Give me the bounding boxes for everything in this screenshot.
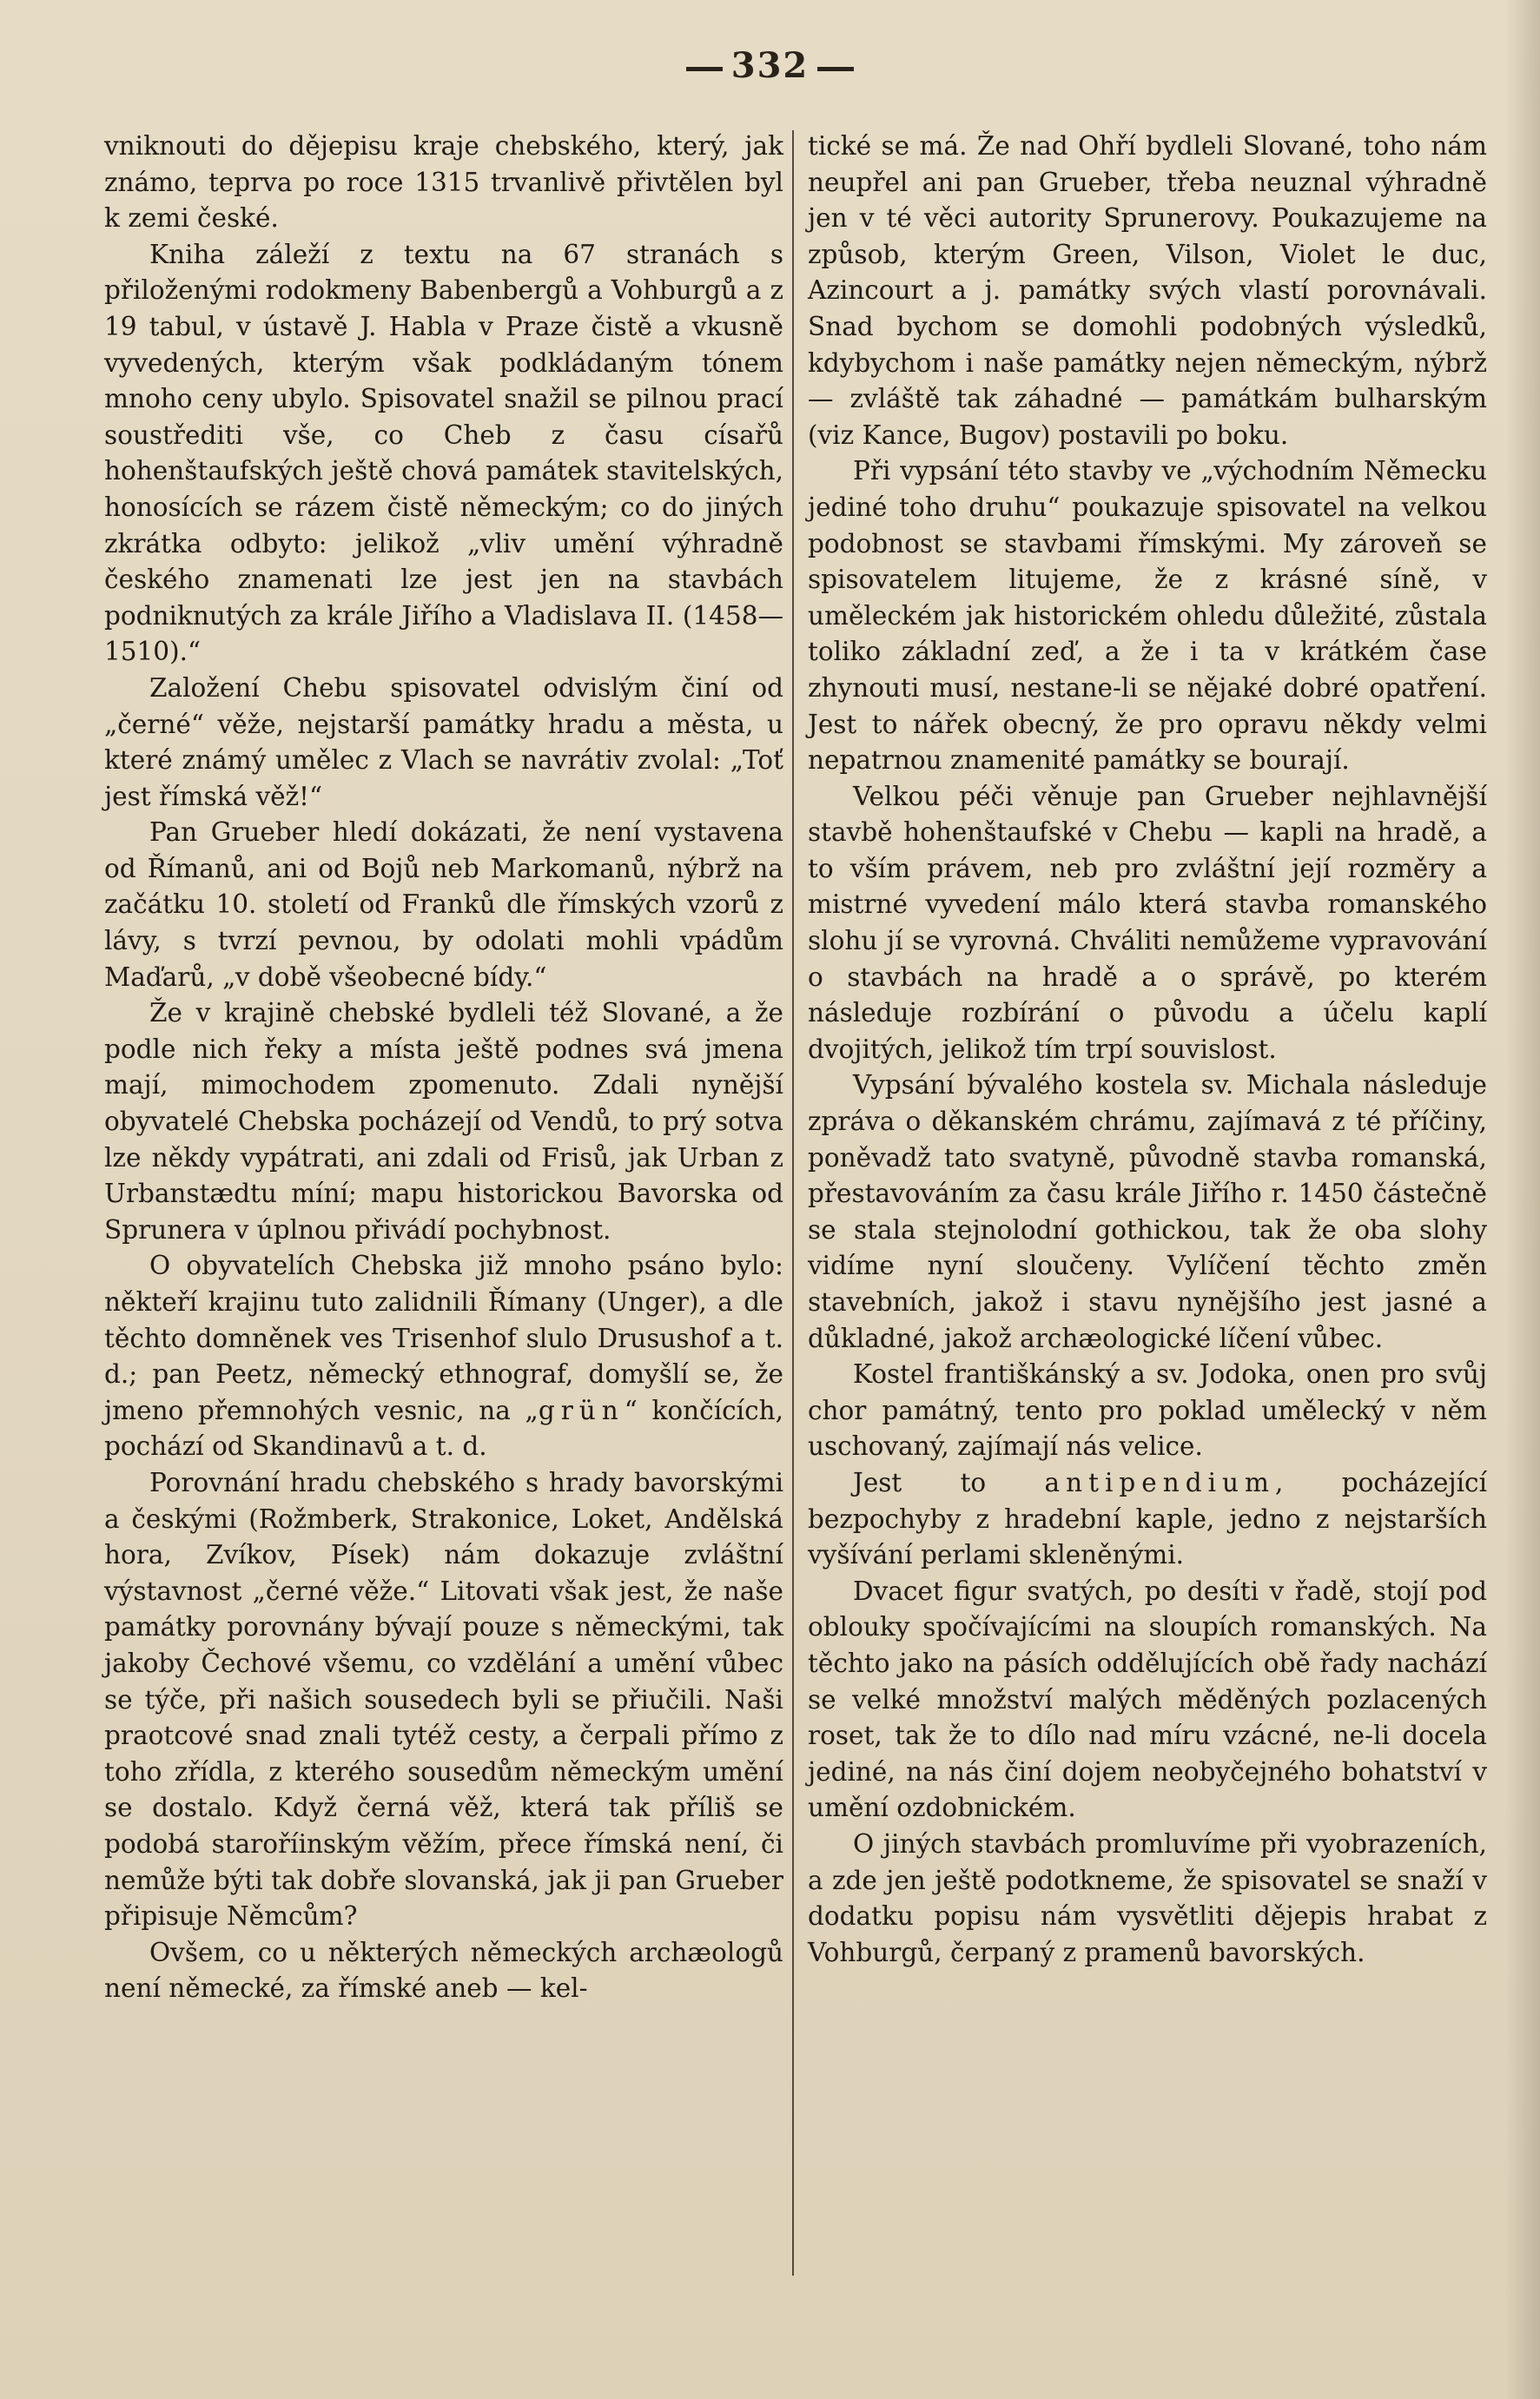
paragraph: tické se má. Že nad Ohří bydleli Slované, toho nám neupřel ani pan Grueber, třeba neuznal výhradně jen v té věci autority Sprunerovy. Poukazujeme na způsob, kterým Green, Vilson, Violet le duc, Azincourt a j. památky svých vlastí porovnávali. Snad bychom se domohli podobných výsledků, kdybychom i naše památky nejen německým, nýbrž — zvláště tak záhadné — památkám bulharským (viz Kance, Bugov) postavili po boku. [808,131,1487,450]
spaced-word: grün [538,1395,625,1425]
column-divider [792,130,794,2276]
page-edge-shadow [1505,0,1540,2399]
paragraph-text: Jest to [853,1467,1045,1497]
paragraph [104,1248,783,1465]
left-column [104,129,783,2007]
paragraph: Ovšem, co u některých německých archæologů není německé, za římské aneb — kel- [104,1937,783,2004]
paragraph: O jiných stavbách promluvíme při vyobrazeních, a zde jen ještě podotkneme, že spisovatel se snaží v dodatku popisu nám vysvětliti dějepis hrabat z Vohburgů, čerpaný z pramenů bavorských. [808,1828,1487,1967]
paragraph: Vypsání bývalého kostela sv. Michala následuje zpráva o děkanském chrámu, zajímavá z té příčiny, poněvadž tato svatyně, původně stavba romanská, přestavováním za času krále Jiřího r. 1450 částečně se stala stejnolodní gothickou, tak že oba slohy vidíme nyní sloučeny. Vylíčení těchto změn stavebních, jakož i stavu nynějšího jest jasné a důkladné, jakož archæologické líčení vůbec. [808,1070,1487,1353]
page-number: 332 [730,45,810,86]
paragraph: Že v krajině chebské bydleli též Slované, a že podle nich řeky a místa ještě podnes svá jmena mají, mimochodem zpomenuto. Zdali nynější obyvatelé Chebska pocházejí od Vendů, to prý sotva lze někdy vypátrati, ani zdali od Frisů, jak Urban z Urbanstædtu míní; mapu historickou Bavorska od Sprunera v úplnou přivádí pochybnost. [104,998,783,1245]
page-number-header [0,45,1540,86]
paragraph: Velkou péči věnuje pan Grueber nejhlavnější stavbě hohenštaufské v Chebu — kapli na hradě, a to vším právem, neb pro zvláštní její rozměry a mistrné vyvedení málo která stavba romanského slohu jí se vyrovná. Chváliti nemůžeme vypravování o stavbách na hradě a o správě, po kterém následuje rozbírání o původu a účelu kaplí dvojitých, jelikož tím trpí souvislost. [808,781,1487,1064]
paragraph: Dvacet figur svatých, po desíti v řadě, stojí pod oblouky spočívajícími na sloupích romanských. Na těchto jako na pásích oddělujících obě řady nachází se velké množství malých měděných pozlacených roset, tak že to dílo nad míru vzácné, ne-li docela jediné, na nás činí dojem neobyčejného bohatství v umění ozdobnickém. [808,1576,1487,1823]
header-dash-right [817,67,854,71]
paragraph-text: “ končících, pochází od Skandinavů a t. d. [104,1395,783,1462]
paragraph [808,1465,1487,1574]
spaced-word: antipendium [1044,1467,1276,1497]
paragraph: Při vypsání této stavby ve „východním Německu jediné toho druhu“ poukazuje spisovatel na velkou podobnost se stavbami římskými. My zároveň se spisovatelem litujeme, že z krásné síně, v uměleckém jak historickém ohledu důležité, zůstala toliko základní zeď, a že i ta v krátkém čase zhynouti musí, nestane-li se nějaké dobré opatření. Jest to nářek obecný, že pro opravu někdy velmi nepatrnou znamenité památky se bourají. [808,456,1487,776]
paragraph: Porovnání hradu chebského s hrady bavorskými a českými (Rožmberk, Strakonice, Loket, Andělská hora, Zvíkov, Písek) nám dokazuje zvláštní výstavnost „černé věže.“ Litovati však jest, že naše památky porovnány bývají pouze s německými, tak jakoby Čechové všemu, co vzdělání a umění vůbec se týče, při našich sousedech byli se přiučili. Naši praotcové snad znali tytéž cesty, a čerpali přímo z toho zřídla, z kterého sousedům německým umění se dostalo. Když černá věž, která tak příliš se podobá staroříinským věžím, přece římská není, či nemůže býti tak dobře slovanská, jak ji pan Grueber připisuje Němcům? [104,1467,783,1932]
paragraph: Založení Chebu spisovatel odvislým činí od „černé“ věže, nejstarší památky hradu a města, u které známý umělec z Vlach se navrátiv zvolal: „Toť jest římská věž!“ [104,672,783,811]
paragraph: Kostel františkánský a sv. Jodoka, onen pro svůj chor památný, tento pro poklad umělecký v něm uschovaný, zajímají nás velice. [808,1359,1487,1462]
paragraph: Pan Grueber hledí dokázati, že není vystavena od Římanů, ani od Bojů neb Markomanů, nýbrž na začátku 10. století od Franků dle římských vzorů z lávy, s tvrzí pevnou, by odolati mohli vpádům Maďarů, „v době všeobecné bídy.“ [104,817,783,992]
paragraph: vniknouti do dějepisu kraje chebského, který, jak známo, teprva po roce 1315 trvanlivě přivtělen byl k zemi české. [104,131,783,234]
paragraph-text: , pocházející bezpochyby z hradební kaple, jedno z nejstarších vyšívání perlami skleněnými. [808,1467,1488,1570]
paragraph: Kniha záleží z textu na 67 stranách s přiloženými rodokmeny Babenbergů a Vohburgů a z 19 tabul, v ústavě J. Habla v Praze čistě a vkusně vyvedených, kterým však podkládaným tónem mnoho ceny ubylo. Spisovatel snažil se pilnou prací soustřediti vše, co Cheb z času císařů hohenštaufských ještě chová památek stavitelských, honosících se rázem čistě německým; co do jiných zkrátka odbyto: jelikož „vliv umění výhradně českého znamenati lze jest jen na stavbách podniknutých za krále Jiřího a Vladislava II. (1458—1510).“ [104,239,783,667]
header-dash-left [686,67,723,71]
right-column [808,129,1487,1971]
paragraph-text: O obyvatelích Chebska již mnoho psáno bylo: někteří krajinu tuto zalidnili Římany (Unger), a dle těchto domněnek ves Trisenhof slulo Drusushof a t. d.; pan Peetz, německý ethnograf, domyšlí se, že jmeno přemnohých vesnic, na „ [104,1251,783,1425]
